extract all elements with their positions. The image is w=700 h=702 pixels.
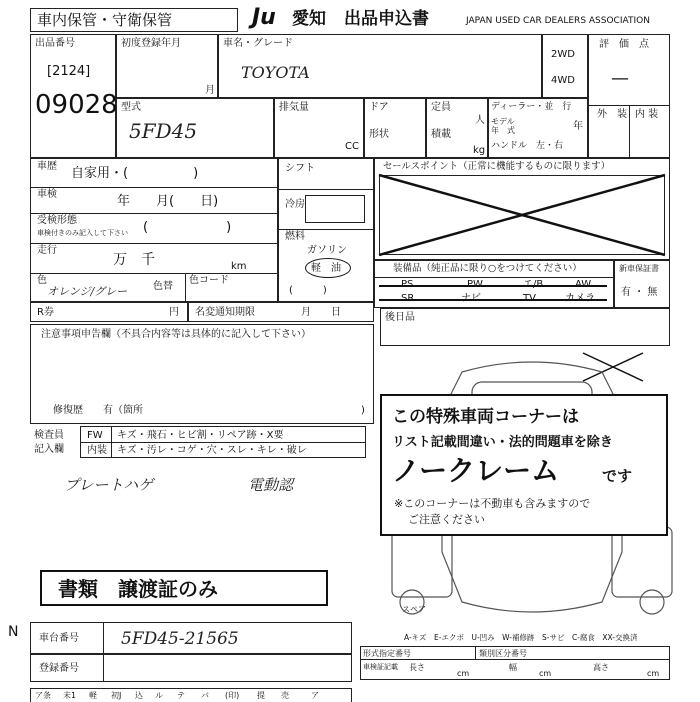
reg-number-box [30, 654, 352, 682]
bottom-item-10: 売 [281, 691, 289, 700]
inspection-value: 年 月( 日) [117, 194, 219, 209]
person-unit: 人 [475, 115, 485, 126]
warranty-value: 有 ・ 無 [621, 287, 658, 298]
history-divider-3 [31, 243, 277, 244]
bottom-item-1: 未1 [63, 691, 77, 700]
dealer-box [488, 98, 588, 158]
car-name-box [218, 34, 542, 98]
category-label: 類別区分番号 [479, 649, 527, 658]
door-label: ドア [369, 102, 389, 113]
equipment-label: 装備品（純正品に限り○をつけてください） [393, 263, 582, 274]
color-value: オレンジ/グレー [47, 285, 128, 298]
shift-label: シフト [285, 163, 315, 174]
selling-points-cross [379, 175, 665, 255]
listing-number: 09028 [35, 90, 118, 120]
equip-navi: ナビ [461, 293, 481, 304]
rating-label: 評 価 点 [599, 39, 649, 50]
warranty-box [614, 260, 670, 308]
notice-line-1: この特殊車両コーナーは [392, 407, 579, 427]
notice-line-5: ご注意ください [408, 513, 485, 526]
month-label: 月 [205, 85, 215, 96]
equip-pw: PW [467, 279, 483, 290]
selling-points-label: セールスポイント（正常に機能するものに限ります） [383, 161, 611, 172]
displacement-box [274, 98, 364, 158]
car-history-value: 自家用・( ) [71, 166, 199, 181]
capacity-label: 定員 [431, 102, 451, 113]
drive-box [542, 34, 588, 98]
capacity-box [426, 98, 488, 158]
bottom-item-8: (印) [225, 691, 240, 700]
year-unit: 年 [573, 121, 583, 132]
chassis-label: 車台番号 [39, 633, 79, 644]
rating-value: — [611, 68, 629, 89]
name-change-label: 名変通知期限 [195, 307, 255, 318]
interior-label-rating: 内 装 [635, 109, 659, 120]
cooler-label: 冷房 [285, 199, 305, 210]
load-label: 積載 [431, 129, 451, 140]
door-shape-box [364, 98, 426, 158]
first-registration-label: 初度登録年月 [121, 38, 181, 49]
type-split [475, 647, 476, 659]
history-divider-1 [31, 187, 277, 188]
interior-inspect-label: 内装 [87, 445, 107, 456]
car-name-label: 車名・グレード [223, 38, 293, 49]
shift-block [278, 158, 374, 302]
documents-box [40, 570, 328, 606]
type-designation-box [360, 646, 670, 680]
chassis-split [103, 623, 104, 653]
retrofit-box [380, 308, 670, 346]
bottom-item-2: 軽 [89, 691, 97, 700]
gasoline-label: ガソリン [307, 245, 347, 256]
color-change-label: 色替 [153, 281, 173, 292]
form-title: 出品申込書 [344, 9, 429, 29]
notice-line-4: ※このコーナーは不動車も含みますので [394, 497, 591, 510]
rating-split [629, 105, 630, 157]
dealer-label: ディーラー・並 行 [491, 102, 572, 112]
model-label: 型式 [121, 102, 141, 113]
length-label: 長さ [409, 663, 425, 672]
handwritten-note-2: 電動認 [248, 476, 294, 494]
damage-legend: A-キズ E-エクボ U-凹み W-補修跡 S-サビ C-腐食 XX-交換済 [404, 633, 638, 642]
chassis-box [30, 622, 352, 654]
inspection-label: 車検 [37, 189, 57, 200]
reg-split [103, 655, 104, 681]
storage-box [30, 8, 238, 32]
history-divider-4 [31, 273, 277, 274]
width-label: 幅 [509, 663, 517, 672]
equipment-box [374, 260, 614, 308]
fw-items: キズ・飛石・ヒビ割・リペア跡・X要 [117, 430, 284, 441]
car-name-value: TOYOTA [241, 63, 310, 82]
fw-divider [81, 442, 365, 443]
shift-divider-2 [279, 229, 373, 230]
equip-sr: SR [401, 293, 415, 304]
r-ticket-label: R券 [37, 307, 54, 318]
inspection-cert-label: 車検証記載 [363, 663, 398, 671]
history-block [30, 158, 278, 302]
cm-unit-2: cm [539, 669, 552, 678]
receive-type-label: 受検形態 [37, 215, 77, 226]
cooler-crossed-box [305, 195, 365, 223]
warranty-label: 新車保証書 [619, 264, 659, 273]
mileage-label: 走行 [37, 245, 57, 256]
drive-4wd: 4WD [551, 75, 575, 86]
handle-label: ハンドル 左・右 [491, 141, 564, 151]
notice-line-2: リスト記載間違い・法的問題車を除き [392, 435, 613, 450]
bottom-item-11: ア [311, 691, 319, 700]
listing-small-number: [2124] [47, 64, 91, 79]
interior-items: キズ・汚レ・コゲ・穴・スレ・キレ・破レ [117, 445, 307, 456]
fuel-label: 燃料 [285, 231, 305, 242]
retrofit-label: 後日品 [385, 312, 415, 323]
bottom-item-3: 初J [111, 691, 122, 700]
notice-line-3-suffix: です [602, 467, 633, 485]
handwritten-note-1: プレートハゲ [64, 476, 154, 494]
equip-ps: PS [401, 279, 414, 290]
fw-split [111, 427, 112, 457]
equip-airbag: エ/B [523, 279, 544, 290]
equip-strike-2 [379, 299, 607, 301]
fw-box [80, 426, 366, 458]
name-change-box [188, 302, 374, 322]
car-history-label: 車歴 [37, 161, 57, 172]
light-oil-label: 軽 油 [311, 263, 341, 274]
model-box [116, 98, 274, 158]
repair-history-label: 修復歴 有（箇所 [53, 405, 143, 416]
entry-label: 記入欄 [34, 444, 64, 455]
shape-label: 形状 [369, 129, 389, 140]
equipment-divider [375, 277, 613, 278]
type-designation-label: 形式指定番号 [363, 649, 411, 658]
association-name: JAPAN USED CAR DEALERS ASSOCIATION [466, 16, 650, 26]
cm-unit-1: cm [457, 669, 470, 678]
light-oil-circle [305, 258, 351, 278]
bottom-item-4: 込 [135, 691, 143, 700]
bottom-item-0: ア条 [35, 691, 51, 700]
listing-number-box [30, 34, 116, 158]
color-label: 色 [37, 275, 47, 286]
chassis-value: 5FD45-21565 [121, 629, 239, 649]
cm-unit-3: cm [647, 669, 660, 678]
bottom-item-5: ル [155, 691, 163, 700]
rating-box [588, 34, 670, 158]
name-change-date: 月 日 [301, 307, 341, 318]
documents-label: 書類 譲渡証のみ [58, 577, 218, 601]
receive-value: ( ) [143, 220, 232, 235]
history-divider-2 [31, 213, 277, 214]
repair-close-paren: ) [361, 405, 365, 416]
displacement-label: 排気量 [279, 102, 309, 113]
first-registration-box [116, 34, 218, 98]
bottom-item-7: バ [201, 691, 209, 700]
notes-box [30, 324, 374, 424]
special-notice-box [380, 394, 668, 536]
km-unit: km [231, 261, 247, 272]
height-label: 高さ [593, 663, 609, 672]
kg-unit: kg [473, 145, 486, 156]
type-divider [361, 659, 669, 660]
brand-name: 愛知 [292, 9, 326, 29]
equip-strike-1 [379, 285, 607, 287]
mileage-value: 万 千 [113, 252, 155, 268]
exterior-label: 外 装 [597, 109, 627, 120]
bottom-item-9: 提 [257, 691, 265, 700]
storage-label: 車内保管・守衛保管 [37, 11, 173, 29]
r-ticket-box [30, 302, 188, 322]
color-code-label: 色コード [189, 275, 229, 286]
equip-camera: カメラ [565, 293, 595, 304]
model-year-label: モデル 年 式 [491, 117, 515, 135]
equip-aw: AW [575, 279, 592, 290]
equip-tv: TV [523, 293, 536, 304]
margin-mark: N [8, 624, 19, 640]
model-value: 5FD45 [129, 119, 198, 143]
spare-label: スペア [402, 605, 426, 614]
reg-number-label: 登録番号 [39, 663, 79, 674]
notes-label: 注意事項申告欄（不具合内容等は具体的に記入して下さい） [41, 329, 311, 340]
drive-2wd: 2WD [551, 49, 575, 60]
receive-note: 車検付きのみ記入して下さい [37, 229, 128, 237]
ju-logo: Ju [252, 5, 276, 30]
notice-line-3: ノークレーム [392, 454, 560, 487]
yen-unit: 円 [169, 307, 179, 318]
shift-divider-1 [279, 189, 373, 190]
inspector-label: 検査員 [34, 430, 64, 441]
color-split [185, 273, 186, 301]
fw-label: FW [87, 430, 103, 441]
bottom-item-6: テ [177, 691, 185, 700]
cc-label: CC [345, 141, 359, 152]
listing-number-label: 出品番号 [35, 38, 75, 49]
fuel-paren: ( ) [289, 285, 327, 296]
